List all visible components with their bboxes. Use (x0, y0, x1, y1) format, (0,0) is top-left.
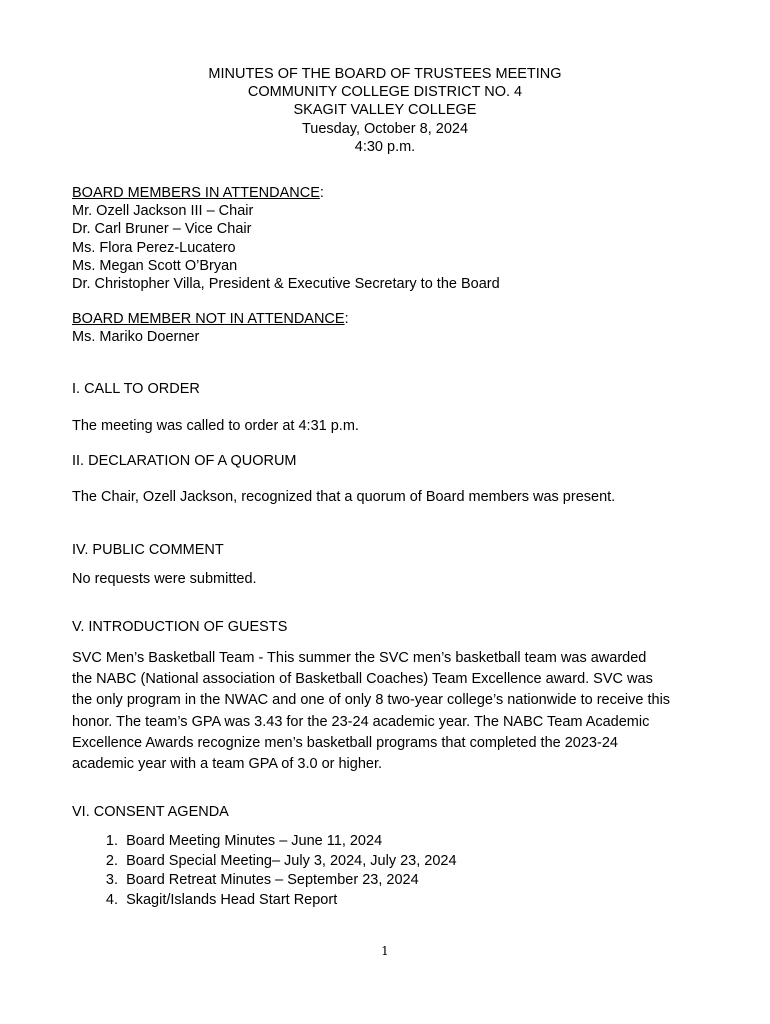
list-item: 3. Board Retreat Minutes – September 23, 2024 (105, 872, 419, 888)
paragraph-line: the only program in the NWAC and one of only 8 two-year college’s nationwide to receive this (72, 692, 671, 709)
header-college: SKAGIT VALLEY COLLEGE (293, 102, 477, 119)
header-date: Tuesday, October 8, 2024 (301, 120, 469, 137)
call-to-order-heading: I. CALL TO ORDER (72, 381, 200, 397)
member-item: Dr. Carl Bruner – Vice Chair (72, 221, 252, 238)
guests-paragraph (72, 648, 712, 775)
paragraph-line: Excellence Awards recognize men’s basketball programs that completed the 2023-24 (72, 734, 618, 751)
consent-heading: VI. CONSENT AGENDA (72, 804, 229, 820)
attendance-section (72, 184, 712, 293)
guests-heading: V. INTRODUCTION OF GUESTS (72, 619, 288, 635)
member-item: Dr. Christopher Villa, President & Executive Secretary to the Board (72, 276, 500, 293)
header-title: MINUTES OF THE BOARD OF TRUSTEES MEETING (208, 66, 562, 82)
header-district: COMMUNITY COLLEGE DISTRICT NO. 4 (247, 84, 523, 101)
list-item: 2. Board Special Meeting– July 3, 2024, July 23, 2024 (105, 852, 457, 869)
member-item: Mr. Ozell Jackson III – Chair (72, 203, 254, 220)
document-header (0, 65, 770, 156)
paragraph-line: academic year with a team GPA of 3.0 or higher. (72, 756, 383, 773)
paragraph-line: the NABC (National association of Basketball Coaches) Team Excellence award. SVC was (72, 671, 653, 688)
public-comment-heading: IV. PUBLIC COMMENT (72, 542, 224, 558)
member-item: Ms. Flora Perez-Lucatero (72, 239, 236, 256)
not-attendance-section (72, 310, 712, 346)
paragraph-line: honor. The team’s GPA was 3.43 for the 23-24 academic year. The NABC Team Academic (72, 713, 650, 730)
quorum-heading: II. DECLARATION OF A QUORUM (72, 453, 297, 469)
consent-agenda-list (72, 832, 457, 910)
not-attendance-heading: BOARD MEMBER NOT IN ATTENDANCE: (72, 311, 349, 327)
member-item: Ms. Megan Scott O’Bryan (72, 257, 238, 274)
call-to-order-text: The meeting was called to order at 4:31 p.m. (72, 418, 359, 434)
public-comment-text: No requests were submitted. (72, 571, 257, 587)
quorum-text: The Chair, Ozell Jackson, recognized that a quorum of Board members was present. (72, 489, 616, 505)
list-item: 1. Board Meeting Minutes – June 11, 2024 (105, 833, 383, 849)
paragraph-line: SVC Men’s Basketball Team - This summer the SVC men’s basketball team was awarded (72, 650, 647, 666)
attendance-heading: BOARD MEMBERS IN ATTENDANCE: (72, 185, 324, 201)
header-time: 4:30 p.m. (354, 138, 416, 155)
list-item: 4. Skagit/Islands Head Start Report (105, 891, 338, 908)
page-number: 1 (381, 944, 389, 958)
absent-member-item: Ms. Mariko Doerner (72, 329, 200, 346)
